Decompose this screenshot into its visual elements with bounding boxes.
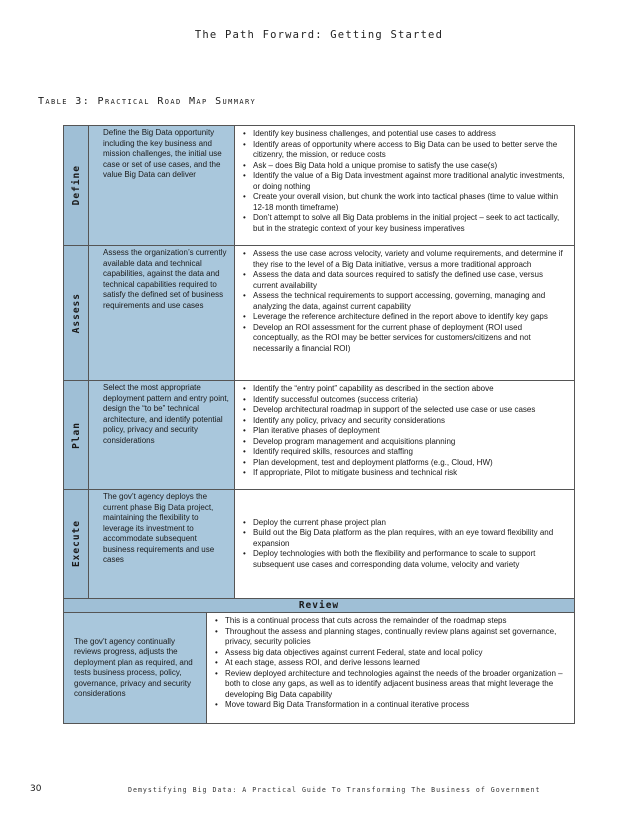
bullet-item: • Assess the data and data sources required to satisfy the defined use case, versus current availability: [241, 270, 570, 291]
bullet-item: • Review deployed architecture and technologies against the needs of the broader organization – both to close any gaps, as well as to identify adjacent business areas that might leverage the developing Big Data capability: [213, 669, 570, 701]
bullet-item: • Move toward Big Data Transformation in a continual iterative process: [213, 700, 570, 711]
review-bullets: [207, 613, 574, 723]
phase-row-define: [64, 126, 574, 246]
bullet-item: • Assess the use case across velocity, variety and volume requirements, and determine if they rise to the level of a Big Data initiative, versus a more traditional approach: [241, 249, 570, 270]
review-header: Review: [64, 599, 574, 613]
bullet-item: • Identify the “entry point” capability as described in the section above: [241, 384, 570, 395]
bullet-item: • Plan development, test and deployment platforms (e.g., Cloud, HW): [241, 458, 570, 469]
bullet-item: • Develop an ROI assessment for the current phase of deployment (ROI used conceptually, as the ROI may be better services for customers/citizens and not necessarily a financial ROI): [241, 323, 570, 355]
phase-label-plan: Plan: [64, 381, 89, 489]
bullet-item: • Identify required skills, resources and staffing: [241, 447, 570, 458]
phase-label-define: Define: [64, 126, 89, 245]
phase-description-plan: Select the most appropriate deployment pattern and entry point, design the “to be” technical architecture, and identify potential policy, privacy and security considerations: [89, 381, 235, 489]
phase-description-assess: Assess the organization’s currently available data and technical capabilities, against the data and technical capabilities required to satisfy the defined set of business requirements and use cases: [89, 246, 235, 380]
bullet-item: • Assess big data objectives against current Federal, state and local policy: [213, 648, 570, 659]
road-map-table: [63, 125, 575, 724]
phase-label-execute: Execute: [64, 490, 89, 598]
phase-bullets-define: [235, 126, 574, 245]
bullet-item: • Throughout the assess and planning stages, continually review plans against set governance, privacy, security policies: [213, 627, 570, 648]
bullet-item: • Identify key business challenges, and potential use cases to address: [241, 129, 570, 140]
bullet-item: • Develop architectural roadmap in support of the selected use case or use cases: [241, 405, 570, 416]
phase-label-assess: Assess: [64, 246, 89, 380]
bullet-item: • Develop program management and acquisitions planning: [241, 437, 570, 448]
phase-bullets-assess: [235, 246, 574, 380]
running-header: The Path Forward: Getting Started: [194, 29, 444, 41]
bullet-item: • Leverage the reference architecture defined in the report above to identify key gaps: [241, 312, 570, 323]
bullet-item: • If appropriate, Pilot to mitigate business and technical risk: [241, 468, 570, 479]
phase-row-execute: [64, 490, 574, 599]
review-description: The gov’t agency continually reviews progress, adjusts the deployment plan as required, and tests business process, policy, governance, privacy and security considerations: [64, 613, 207, 723]
footer-title: Demystifying Big Data: A Practical Guide To Transforming The Business of Government: [128, 786, 541, 794]
bullet-item: • Identify areas of opportunity where access to Big Data can be used to better serve the citizenry, the mission, or reduce costs: [241, 140, 570, 161]
phase-bullets-execute: [235, 490, 574, 598]
bullet-item: • Deploy the current phase project plan: [241, 518, 570, 529]
bullet-item: • Ask – does Big Data hold a unique promise to satisfy the use case(s): [241, 161, 570, 172]
phase-bullets-plan: [235, 381, 574, 489]
bullet-item: • At each stage, assess ROI, and derive lessons learned: [213, 658, 570, 669]
phase-description-execute: The gov’t agency deploys the current phase Big Data project, maintaining the flexibility to leverage its investment to accommodate subsequent business requirements and use cases: [89, 490, 235, 598]
bullet-item: • Identify any policy, privacy and security considerations: [241, 416, 570, 427]
bullet-item: • Assess the technical requirements to support accessing, governing, managing and analyzing the data, against current capability: [241, 291, 570, 312]
bullet-item: • Identify the value of a Big Data investment against more traditional analytic investments, or doing nothing: [241, 171, 570, 192]
bullet-item: • Identify successful outcomes (success criteria): [241, 395, 570, 406]
bullet-item: • Build out the Big Data platform as the plan requires, with an eye toward flexibility and expansion: [241, 528, 570, 549]
bullet-item: • Deploy technologies with both the flexibility and performance to scale to support subsequent use cases and corresponding data volume, velocity and variety: [241, 549, 570, 570]
table-title: Table 3: Practical Road Map Summary: [38, 96, 257, 107]
page-number: 30: [30, 784, 42, 794]
phase-row-assess: [64, 246, 574, 381]
phase-description-define: Define the Big Data opportunity including the key business and mission challenges, the initial use case or set of use cases, and the value Big Data can deliver: [89, 126, 235, 245]
phase-row-plan: [64, 381, 574, 490]
bullet-item: • Don’t attempt to solve all Big Data problems in the initial project – seek to act tactically, but in the strategic context of your key business imperatives: [241, 213, 570, 234]
bullet-item: • This is a continual process that cuts across the remainder of the roadmap steps: [213, 616, 570, 627]
bullet-item: • Create your overall vision, but chunk the work into tactical phases (time to value within 12-18 month timeframe): [241, 192, 570, 213]
review-row: [64, 613, 574, 723]
bullet-item: • Plan iterative phases of deployment: [241, 426, 570, 437]
